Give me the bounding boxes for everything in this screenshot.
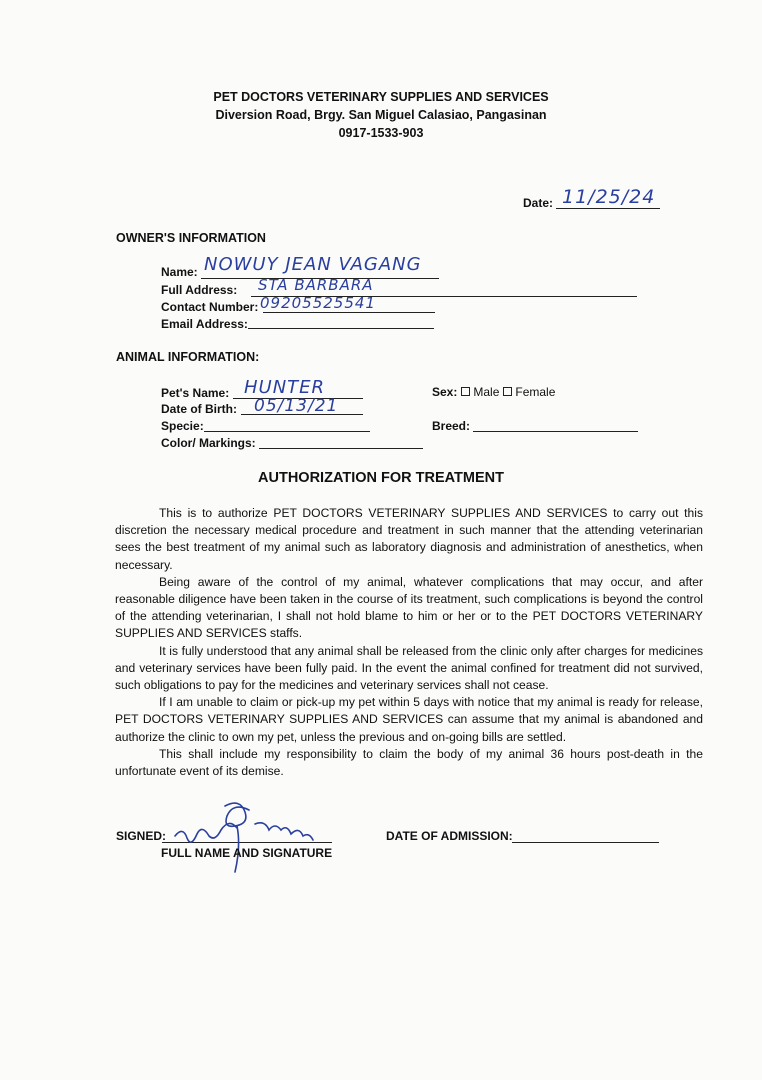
male-label: Male: [473, 385, 500, 399]
color-label: Color/ Markings:: [161, 436, 256, 450]
authorization-paragraph: This shall include my responsibility to claim the body of my animal 36 hours post-death in the unfortunate event of its demise.: [115, 746, 703, 779]
male-checkbox[interactable]: [461, 387, 470, 396]
signature-scribble: [165, 796, 350, 876]
specie-label: Specie:: [161, 419, 204, 433]
owner-contact-label: Contact Number:: [161, 300, 259, 314]
admission-line: [512, 842, 659, 843]
authorization-title: AUTHORIZATION FOR TREATMENT: [258, 470, 504, 486]
animal-section-title: ANIMAL INFORMATION:: [116, 350, 260, 364]
date-line: [556, 208, 660, 209]
authorization-paragraph: Being aware of the control of my animal, whatever complications that may occur, and after reasonable diligence have been taken in the course of its treatment, such complications is beyond the control of the attending veterinarian, I shall not hold blame to him or her or to the PET DOCTORS VETERINARY SUPPLIES AND SERVICES staffs.: [115, 574, 703, 641]
owner-contact-line: [263, 312, 435, 313]
company-phone: 0917-1533-903: [338, 126, 424, 140]
date-label: Date:: [523, 196, 554, 210]
female-checkbox[interactable]: [503, 387, 512, 396]
breed-line: [473, 431, 638, 432]
female-label: Female: [515, 385, 556, 399]
pet-name-label: Pet's Name:: [161, 386, 230, 400]
owner-address-value: STA BARBARA: [258, 276, 374, 294]
admission-label: DATE OF ADMISSION:: [386, 829, 513, 843]
pet-name-value: HUNTER: [244, 377, 326, 398]
company-name: PET DOCTORS VETERINARY SUPPLIES AND SERVICES: [213, 90, 549, 104]
full-name-label: FULL NAME AND SIGNATURE: [161, 846, 333, 860]
owner-contact-value: 09205525541: [260, 294, 376, 312]
signed-label: SIGNED:: [116, 829, 167, 843]
dob-label: Date of Birth:: [161, 402, 237, 416]
authorization-paragraph: It is fully understood that any animal shall be released from the clinic only after charges for medicines and veterinary services have been fully paid. In the event the animal confined for treatment did not survived, such obligations to pay for the medicines and veterinary services shall not cease.: [115, 643, 703, 693]
owner-section-title: OWNER'S INFORMATION: [116, 231, 266, 245]
authorization-paragraph: If I am unable to claim or pick-up my pet within 5 days with notice that my animal is ready for release, PET DOCTORS VETERINARY SUPPLIES AND SERVICES can assume that my animal is abandoned and authorize the clinic to own my pet, unless the previous and on-going bills are settled.: [115, 695, 703, 744]
breed-label: Breed:: [432, 419, 471, 433]
owner-email-label: Email Address:: [161, 317, 248, 331]
date-value: 11/25/24: [562, 186, 656, 208]
authorization-paragraph: This is to authorize PET DOCTORS VETERINARY SUPPLIES AND SERVICES to carry out this discretion the necessary medical procedure and treatment in such manner that the attending veterinarian sees the best treatment of my animal such as laboratory diagnosis and administration of anesthetics, when necessary.: [115, 506, 703, 572]
owner-email-line: [248, 328, 434, 329]
dob-value: 05/13/21: [254, 396, 339, 416]
company-address: Diversion Road, Brgy. San Miguel Calasiao, Pangasinan: [215, 108, 547, 122]
owner-name-label: Name:: [161, 265, 198, 279]
owner-name-value: NOWUY JEAN VAGANG: [204, 254, 422, 275]
authorization-body: [115, 505, 703, 780]
sex-label: Sex:: [432, 385, 458, 399]
color-line: [259, 448, 423, 449]
specie-line: [204, 431, 370, 432]
owner-address-label: Full Address:: [161, 283, 238, 297]
sex-field: [432, 385, 555, 399]
